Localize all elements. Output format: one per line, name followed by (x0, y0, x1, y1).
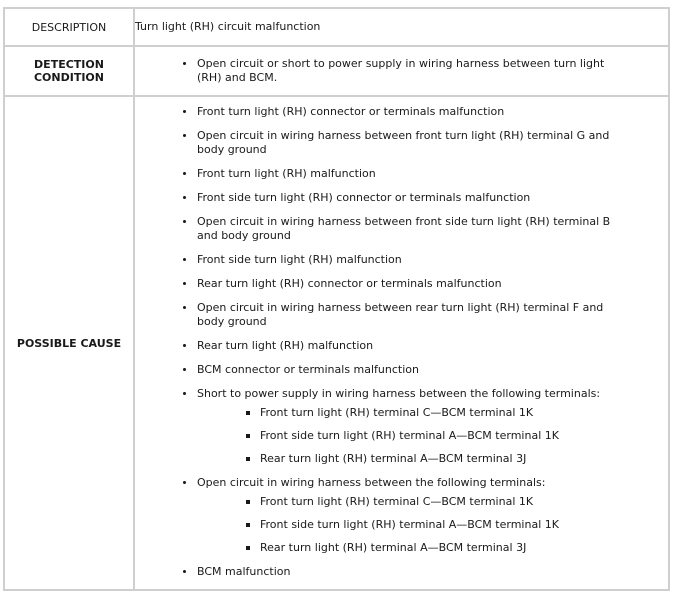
list-item (183, 565, 668, 579)
list-item-text: Open circuit or short to power supply in wiring harness between turn light (RH) and BCM. (197, 57, 605, 84)
bullet-icon (183, 570, 186, 573)
bullet-icon (183, 172, 186, 175)
bullet-icon (183, 282, 186, 285)
detection-condition-cell (134, 46, 669, 96)
sub-list-item (246, 495, 668, 509)
list-item-text: Open circuit in wiring harness between front side turn light (RH) terminal B and body ground (197, 215, 611, 242)
list-item (183, 387, 668, 466)
possible-cause-cell (134, 96, 669, 590)
list-item-text: Front side turn light (RH) malfunction (197, 253, 402, 266)
list-item-text: Front turn light (RH) malfunction (197, 167, 376, 180)
list-item (183, 253, 668, 267)
list-item-text: Rear turn light (RH) malfunction (197, 339, 374, 352)
possible-cause-row (4, 96, 669, 590)
sub-list (183, 495, 668, 555)
list-item (183, 167, 668, 181)
list-item (183, 105, 668, 119)
bullet-icon (183, 481, 186, 484)
detection-condition-label: DETECTION CONDITION (4, 46, 134, 96)
diagnostic-table (3, 7, 670, 591)
description-value-cell (134, 8, 669, 46)
description-row (4, 8, 669, 46)
square-bullet-icon (246, 500, 250, 504)
square-bullet-icon (246, 411, 250, 415)
list-item-text: Short to power supply in wiring harness between the following terminals: (197, 387, 601, 400)
list-item-text: BCM malfunction (197, 565, 291, 578)
list-item-text: Front side turn light (RH) connector or terminals malfunction (197, 191, 531, 204)
sub-list-item-text: Front side turn light (RH) terminal A—BCM terminal 1K (260, 518, 559, 531)
list-item-text: Open circuit in wiring harness between rear turn light (RH) terminal F and body ground (197, 301, 604, 328)
sub-list-item (246, 429, 668, 443)
detection-condition-row (4, 46, 669, 96)
list-item-text: Rear turn light (RH) connector or terminals malfunction (197, 277, 502, 290)
square-bullet-icon (246, 523, 250, 527)
bullet-icon (183, 258, 186, 261)
bullet-icon (183, 392, 186, 395)
sub-list-item-text: Front turn light (RH) terminal C—BCM terminal 1K (260, 406, 534, 419)
square-bullet-icon (246, 546, 250, 550)
sub-list-item (246, 406, 668, 420)
square-bullet-icon (246, 457, 250, 461)
list-item-text: Open circuit in wiring harness between front turn light (RH) terminal G and body ground (197, 129, 610, 156)
list-item (183, 191, 668, 205)
bullet-icon (183, 62, 186, 65)
list-item (183, 57, 668, 85)
list-item-text: Front turn light (RH) connector or terminals malfunction (197, 105, 505, 118)
bullet-icon (183, 134, 186, 137)
bullet-icon (183, 344, 186, 347)
possible-cause-label: POSSIBLE CAUSE (4, 96, 134, 590)
list-item (183, 129, 668, 157)
list-item (183, 339, 668, 353)
bullet-icon (183, 368, 186, 371)
list-item (183, 301, 668, 329)
bullet-icon (183, 110, 186, 113)
possible-cause-list (135, 97, 668, 589)
sub-list-item (246, 518, 668, 532)
list-item (183, 215, 668, 243)
sub-list-item (246, 452, 668, 466)
description-label: DESCRIPTION (4, 8, 134, 46)
list-item (183, 363, 668, 377)
list-item-text: Open circuit in wiring harness between the following terminals: (197, 476, 546, 489)
square-bullet-icon (246, 434, 250, 438)
bullet-icon (183, 306, 186, 309)
sub-list-item-text: Front turn light (RH) terminal C—BCM terminal 1K (260, 495, 534, 508)
sub-list-item-text: Front side turn light (RH) terminal A—BCM terminal 1K (260, 429, 559, 442)
list-item (183, 476, 668, 555)
list-item (183, 277, 668, 291)
sub-list-item (246, 541, 668, 555)
detection-condition-list (135, 47, 668, 95)
bullet-icon (183, 196, 186, 199)
sub-list (183, 406, 668, 466)
sub-list-item-text: Rear turn light (RH) terminal A—BCM terminal 3J (260, 452, 527, 465)
description-value: Turn light (RH) circuit malfunction (135, 20, 321, 33)
bullet-icon (183, 220, 186, 223)
list-item-text: BCM connector or terminals malfunction (197, 363, 419, 376)
sub-list-item-text: Rear turn light (RH) terminal A—BCM terminal 3J (260, 541, 527, 554)
